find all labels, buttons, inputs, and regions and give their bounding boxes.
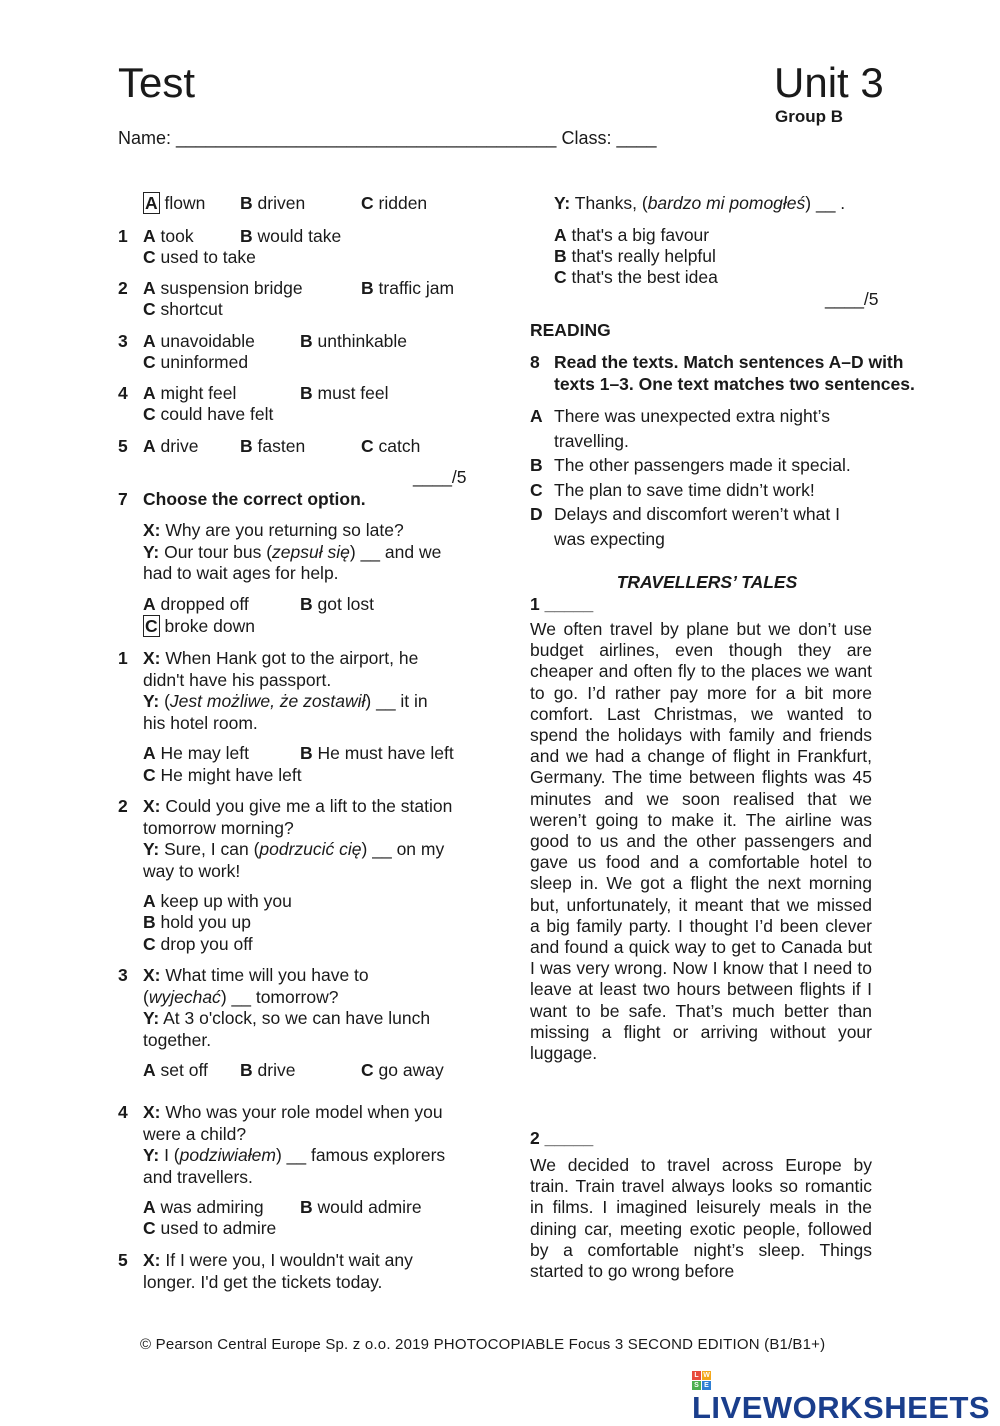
option-c[interactable]: C used to admire — [143, 1218, 277, 1238]
option-b[interactable]: B He must have left — [300, 743, 454, 763]
score-box: ____/5 — [413, 467, 467, 487]
option-b[interactable]: B fasten — [240, 436, 306, 456]
sentence-c: C The plan to save time didn’t work! — [530, 479, 815, 500]
example-option-a: A dropped off — [143, 594, 249, 614]
option-c[interactable]: C uninformed — [143, 352, 249, 372]
text-2-answer-blank[interactable]: 2 _____ — [530, 1128, 594, 1148]
option-a[interactable]: A might feel — [143, 383, 237, 403]
example-option-a: A flown — [145, 193, 206, 213]
exercise-instruction: Read the texts. Match sentences A–D with texts 1–3. One text matches two sentences. — [554, 352, 915, 394]
exercise-instruction: Choose the correct option. — [143, 489, 366, 509]
option-a[interactable]: A was admiring — [143, 1197, 264, 1217]
option-b[interactable]: B would take — [240, 226, 342, 246]
text-2-paragraph: We decided to travel across Europe by train. Train travel always looks so romantic in films. I imagined leisurely meals in the dining car, meeting exotic people, followed by a comfortable night’s sleep. Things started to go wrong before — [530, 1155, 872, 1282]
item-number: 3 — [118, 965, 128, 985]
option-b[interactable]: B unthinkable — [300, 331, 408, 351]
sentence-b: B The other passengers made it special. — [530, 455, 851, 475]
option-a[interactable]: A unavoidable — [143, 331, 255, 351]
item-number: 1 — [118, 226, 128, 246]
item-number: 1 — [118, 648, 128, 668]
option-b[interactable]: B hold you up — [143, 912, 252, 932]
group-label: Group B — [775, 107, 843, 126]
item-number: 5 — [118, 436, 128, 456]
option-b[interactable]: B that's really helpful — [554, 246, 716, 266]
exercise-number: 8 — [530, 352, 540, 372]
option-a[interactable]: A set off — [143, 1060, 208, 1080]
option-b[interactable]: B drive — [240, 1060, 296, 1080]
unit-title: Unit 3 — [774, 59, 884, 106]
option-c[interactable]: C drop you off — [143, 934, 253, 954]
option-c[interactable]: C that's the best idea — [554, 267, 718, 287]
option-c[interactable]: C shortcut — [143, 299, 223, 319]
dialogue: Y: Thanks, (bardzo mi pomogłeś) __ . — [554, 193, 846, 213]
sentence-list — [530, 404, 880, 551]
item-number: 4 — [118, 383, 128, 403]
section-heading: READING — [530, 320, 611, 340]
item-number: 5 — [118, 1250, 128, 1270]
exercise-number: 7 — [118, 489, 128, 509]
text-title: TRAVELLERS’ TALES — [616, 572, 798, 592]
dialogue: X: When Hank got to the airport, he didn't have his passport. Y: (Jest możliwe, że zostawił) __ it in his hotel room. — [143, 648, 428, 733]
class-label: Class: ____ — [561, 128, 657, 148]
example-option-b: B driven — [240, 193, 306, 213]
text-1-answer-blank[interactable]: 1 _____ — [530, 594, 594, 614]
liveworksheets-icon: L W S E — [692, 1371, 711, 1390]
option-a[interactable]: A drive — [143, 436, 199, 456]
option-c[interactable]: C catch — [361, 436, 421, 456]
option-c[interactable]: C He might have left — [143, 765, 302, 785]
example-option-c: C ridden — [361, 193, 428, 213]
option-c[interactable]: C used to take — [143, 247, 256, 267]
option-b[interactable]: B would admire — [300, 1197, 422, 1217]
item-number: 3 — [118, 331, 128, 351]
liveworksheets-logo[interactable] — [692, 1371, 1000, 1426]
example-dialogue: X: Why are you returning so late? Y: Our tour bus (zepsuł się) __ and we had to wait ages for help. — [143, 520, 442, 583]
dialogue: X: What time will you have to (wyjechać) __ tomorrow? Y: At 3 o'clock, so we can have lunch together. — [143, 965, 431, 1050]
text-1-paragraph: We often travel by plane but we don’t use budget airlines, even though they are cheaper and often fly to the places we want to go. I’d rather pay more for a bit more comfort. Last Christmas, we wanted to spend the holidays with family and friends and we had a change of flight in Frankfurt, Germany. The time between flights was 45 minutes and we soon realised that we weren’t going to make it. The airline was good to us and the other passengers and gave us food and a comfortable hotel to sleep in. We got a flight the next morning but, unfortunately, it meant that we missed a big family party. I thought I’d been clever and found a quick way to get to Canada but I was very wrong. Now I know that I need to leave at least two hours between flights if I want to be safe. That’s much better than missing a flight or arriving without your luggage. — [530, 619, 872, 1064]
dialogue: X: Who was your role model when you were a child? Y: I (podziwiałem) __ famous explorers and travellers. — [143, 1102, 446, 1187]
page-title: Test — [118, 59, 196, 106]
option-a[interactable]: A that's a big favour — [554, 225, 710, 245]
name-line — [118, 128, 657, 149]
dialogue: X: Could you give me a lift to the station tomorrow morning? Y: Sure, I can (podrzucić cię) __ on my way to work! — [143, 796, 453, 881]
item-number: 2 — [118, 278, 128, 298]
option-b[interactable]: B must feel — [300, 383, 389, 403]
sentence-a: A There was unexpected extra night’s travelling. — [530, 406, 830, 451]
sentence-d: D Delays and discomfort weren’t what I was expecting — [530, 504, 840, 549]
logo-text: LIVEWORKSHEETS — [692, 1390, 991, 1425]
option-b[interactable]: B traffic jam — [361, 278, 455, 298]
option-a[interactable]: A took — [143, 226, 194, 246]
name-label: Name: ______________________________________ — [118, 128, 557, 148]
example-option-b: B got lost — [300, 594, 374, 614]
option-c[interactable]: C go away — [361, 1060, 444, 1080]
example-option-c: C broke down — [145, 616, 255, 636]
dialogue: X: If I were you, I wouldn't wait any longer. I'd get the tickets today. — [143, 1250, 413, 1292]
option-c[interactable]: C could have felt — [143, 404, 274, 424]
copyright-footer: © Pearson Central Europe Sp. z o.o. 2019 PHOTOCOPIABLE Focus 3 SECOND EDITION (B1/B1+) — [140, 1336, 826, 1353]
option-a[interactable]: A suspension bridge — [143, 278, 303, 298]
item-number: 4 — [118, 1102, 128, 1122]
option-a[interactable]: A He may left — [143, 743, 250, 763]
score-box: ____/5 — [825, 289, 879, 309]
item-number: 2 — [118, 796, 128, 816]
option-a[interactable]: A keep up with you — [143, 891, 292, 911]
